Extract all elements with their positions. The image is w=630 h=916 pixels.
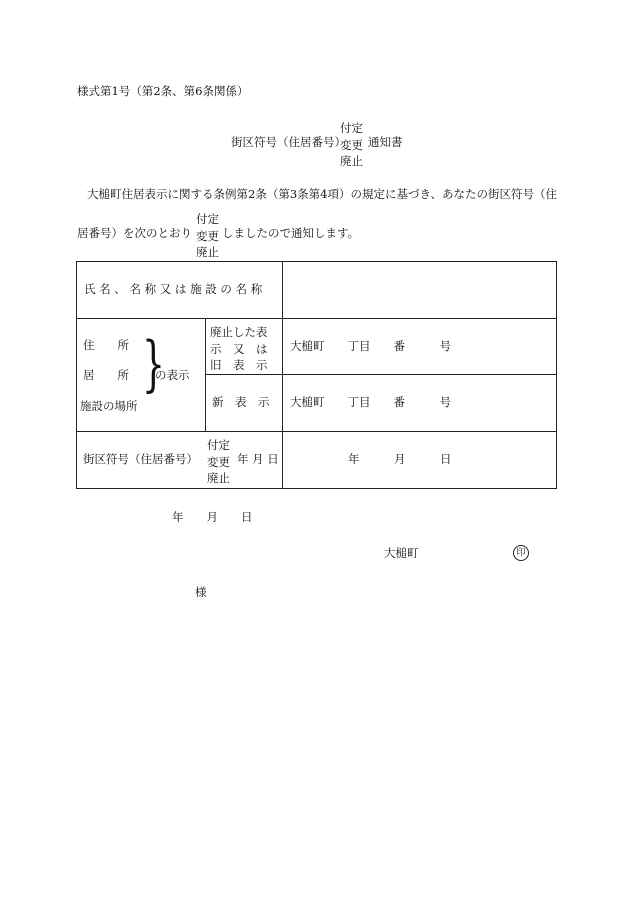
title-options: [340, 120, 363, 170]
body-line-1: 大槌町住居表示に関する条例第2条（第3条第4項）の規定に基づき、あなたの街区符号（住: [87, 187, 557, 201]
form-number: 様式第1号（第2条、第6条関係）: [77, 84, 249, 98]
recipient-suffix: 様: [195, 585, 207, 599]
date-options: [207, 437, 230, 487]
date-option-abolish: 廃止: [207, 471, 230, 486]
date-value: 年 月 日: [348, 452, 452, 466]
old-label-line-1: 廃止した表: [210, 325, 268, 339]
old-label-line-2: 示 又 は: [210, 341, 268, 356]
title-suffix: 通知書: [368, 135, 403, 149]
brace-icon: }: [142, 329, 165, 399]
body-option-change: 変更: [196, 228, 219, 243]
address-label-facility: 施設の場所: [80, 399, 138, 413]
new-address-value: 大槌町 丁目 番 号: [290, 395, 451, 409]
title-option-abolish: 廃止: [340, 154, 363, 169]
title-prefix: 街区符号（住居番号）: [231, 135, 346, 149]
title-option-change: 変更: [340, 137, 363, 152]
old-label: [210, 324, 268, 374]
body-options: [196, 211, 219, 261]
title-option-assign: 付定: [340, 121, 363, 135]
seal-icon: 印: [513, 545, 529, 561]
issuer: 大槌町: [384, 546, 419, 560]
body-option-abolish: 廃止: [196, 245, 219, 260]
date-option-change: 変更: [207, 454, 230, 469]
date-label-suffix: 年 月 日: [237, 452, 279, 466]
body-line-2-prefix: 居番号）を次のとおり: [77, 226, 192, 240]
address-suffix: の表示: [155, 368, 190, 382]
old-label-line-3: 旧 表 示: [210, 358, 268, 373]
issue-date: 年 月 日: [172, 510, 253, 524]
body-line-2-suffix: しましたので通知します。: [222, 226, 360, 240]
name-label: 氏 名 、 名 称 又 は 施 設 の 名 称: [84, 282, 263, 296]
body-option-assign: 付定: [196, 212, 219, 226]
address-label-dwelling: 居 所: [83, 368, 129, 382]
old-address-value: 大槌町 丁目 番 号: [290, 339, 451, 353]
address-label-residence: 住 所: [83, 338, 129, 352]
date-label-prefix: 街区符号（住居番号）: [83, 452, 198, 466]
date-option-assign: 付定: [207, 438, 230, 452]
new-label: 新 表 示: [212, 395, 270, 409]
